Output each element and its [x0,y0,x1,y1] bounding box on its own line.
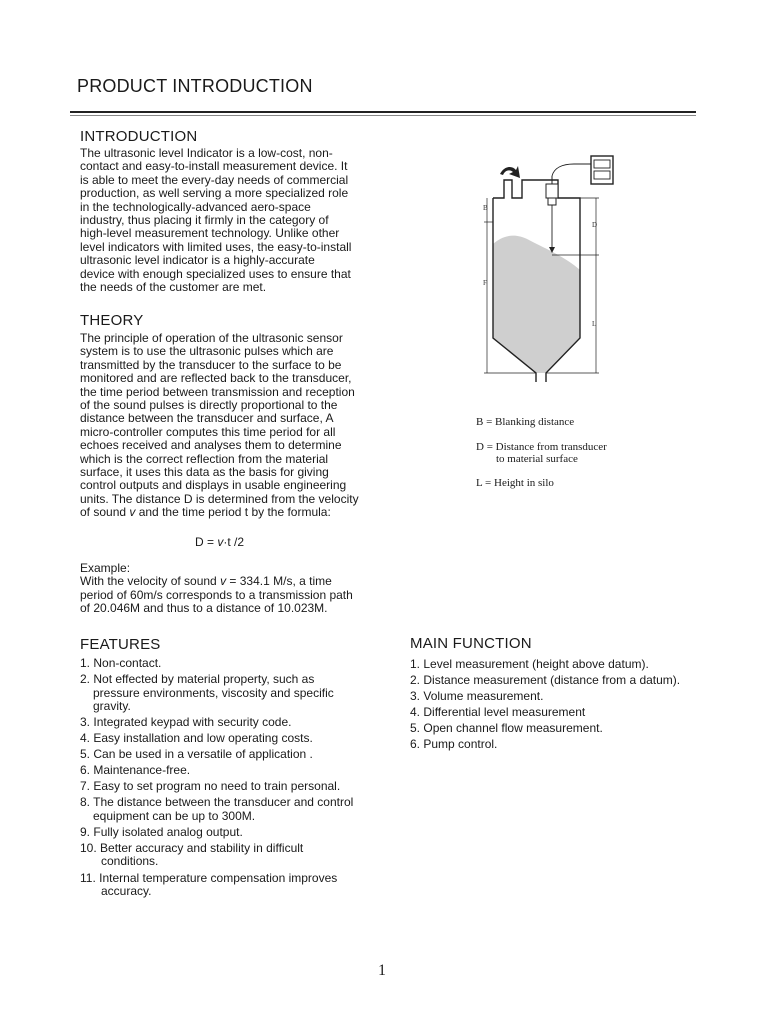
velocity-variable: v [129,505,136,520]
theory-line: which is the correct reflection from the material [80,451,329,466]
theory-paragraph [80,332,359,520]
legend-distance [476,441,607,465]
theory-line: the time period between transmission and reception [80,384,355,399]
feature-item [80,748,390,761]
introduction-line: contact and easy-to-install measurement device. It [80,159,348,174]
theory-line: system is to use the ultrasonic pulses which are [80,344,334,359]
display-screen-bottom [594,171,610,179]
example-line: period of 60m/s corresponds to a transmission path [80,587,353,602]
inlet-arrow-icon [500,166,520,178]
feature-number: 11. [80,870,96,885]
feature-text: Can be used in a versatile of application . [93,747,313,762]
legend-blanking: B = Blanking distance [476,416,575,428]
function-item [410,690,710,703]
feature-number: 5. [80,747,91,762]
feature-number: 7. [80,779,91,794]
feature-item [80,780,390,793]
introduction-line: high-level measurement technology. Unlike other [80,226,340,241]
feature-item [80,872,390,899]
theory-line: control outputs and displays in usable engineering [80,478,347,493]
formula-prefix: D = [195,535,218,549]
feature-text: The distance between the transducer and control [93,795,354,810]
introduction-line: ultrasonic level indicator is a highly-accurate [80,253,315,268]
introduction-heading: INTRODUCTION [80,128,198,145]
function-text: Distance measurement (distance from a datum). [423,673,681,688]
function-item [410,706,710,719]
example-line: of 20.046M and thus to a distance of 10.023M. [80,601,328,616]
theory-line: monitored and are reflected back to the transducer, [80,371,352,386]
function-text: Open channel flow measurement. [423,721,603,736]
feature-item [80,716,390,729]
theory-last-prefix: of sound [80,505,130,520]
introduction-line: in the technologically-advanced aero-space [80,199,311,214]
introduction-line: The ultrasonic level Indicator is a low-cost, non- [80,146,333,160]
feature-text: Maintenance-free. [93,763,191,778]
feature-text: accuracy. [101,883,152,898]
transducer-body [546,184,558,198]
theory-line: surface, it uses this data as the basis for giving [80,465,329,480]
theory-last-suffix: and the time period t by the formula: [135,505,331,520]
feature-number: 2. [80,672,91,687]
example-paragraph [80,562,353,616]
function-item [410,658,710,671]
label-l: L [592,320,597,328]
feature-text: Integrated keypad with security code. [93,715,292,729]
feature-number: 4. [80,731,91,746]
feature-text: Not effected by material property, such as [93,672,315,687]
function-number: 2. [410,673,421,688]
label-f: F [483,279,487,287]
theory-line [80,506,359,519]
main-function-heading: MAIN FUNCTION [410,635,532,652]
feature-number: 1. [80,656,91,670]
theory-line: micro-controller computes this time period for all [80,424,336,439]
feature-number: 8. [80,795,91,810]
function-item [410,722,710,735]
function-text: Pump control. [423,737,498,752]
theory-line: of the sound pulses is directly proportional to the [80,398,338,413]
main-function-list [410,658,710,755]
theory-line: echoes received and analyses them to determine [80,438,342,453]
legend-distance-line: to material surface [496,453,578,465]
introduction-line: industry, thus placing it firmly in the category of [80,213,329,228]
title-divider-thin [70,115,696,116]
example-suffix: = 334.1 M/s, a time [226,574,332,589]
silo-diagram [474,152,624,387]
page-number: 1 [378,962,386,979]
theory-line: distance between the transducer and surface, A [80,411,334,426]
formula-velocity-variable: v [217,535,224,549]
example-line [80,575,353,588]
feature-item [80,732,390,745]
feature-item [80,657,390,670]
feature-text: gravity. [93,698,131,713]
theory-line: The principle of operation of the ultrasonic sensor [80,331,343,345]
feature-number: 9. [80,824,91,839]
feature-text: conditions. [101,854,159,869]
features-heading: FEATURES [80,636,161,653]
feature-text: Non-contact. [93,656,162,670]
function-text: Differential level measurement [423,705,586,720]
feature-text: Easy installation and low operating costs. [93,731,313,746]
label-b: B [483,204,488,212]
example-prefix: With the velocity of sound [80,574,221,589]
title-divider [70,111,696,113]
function-text: Level measurement (height above datum). [423,657,649,671]
function-number: 3. [410,689,421,704]
legend-distance-line: D = Distance from transducer [476,441,607,453]
distance-formula [195,535,244,549]
feature-item [80,842,390,869]
label-d: D [592,221,598,229]
formula-suffix: ·t /2 [223,535,245,549]
feature-number: 3. [80,715,91,729]
feature-item [80,764,390,777]
page-title: PRODUCT INTRODUCTION [77,76,313,96]
function-number: 6. [410,737,421,752]
theory-line: transmitted by the transducer to the surface to be [80,357,342,372]
theory-heading: THEORY [80,312,144,329]
feature-number: 10. [80,841,97,856]
introduction-line: production, as well serving a more specialized role [80,186,349,201]
introduction-line: level indicators with limited uses, the easy-to-install [80,239,352,254]
function-item [410,674,710,687]
function-item [410,738,710,751]
introduction-line: is able to meet the every-day needs of commercial [80,172,349,187]
function-number: 5. [410,721,421,736]
transducer-head [548,198,556,205]
feature-text: Internal temperature compensation improves [99,870,338,885]
example-label: Example: [80,561,131,575]
feature-number: 6. [80,763,91,778]
theory-line: units. The distance D is determined from the velocity [80,491,359,506]
feature-item [80,826,390,839]
example-velocity-variable: v [220,574,227,589]
feature-text: Fully isolated analog output. [93,824,243,839]
signal-cable [552,164,591,176]
feature-item [80,673,390,713]
feature-text: Easy to set program no need to train personal. [93,779,341,794]
feature-text: pressure environments, viscosity and specific [93,685,334,700]
introduction-line: device with enough specialized uses to ensure that [80,266,351,281]
features-list [80,657,390,901]
function-number: 1. [410,657,421,671]
function-number: 4. [410,705,421,720]
feature-text: equipment can be up to 300M. [93,808,256,823]
function-text: Volume measurement. [423,689,544,704]
legend-height: L = Height in silo [476,477,554,489]
display-screen-top [594,160,610,168]
introduction-line: the needs of the customer are met. [80,280,267,295]
introduction-paragraph [80,147,351,294]
feature-text: Better accuracy and stability in difficult [100,841,304,856]
feature-item [80,796,390,823]
